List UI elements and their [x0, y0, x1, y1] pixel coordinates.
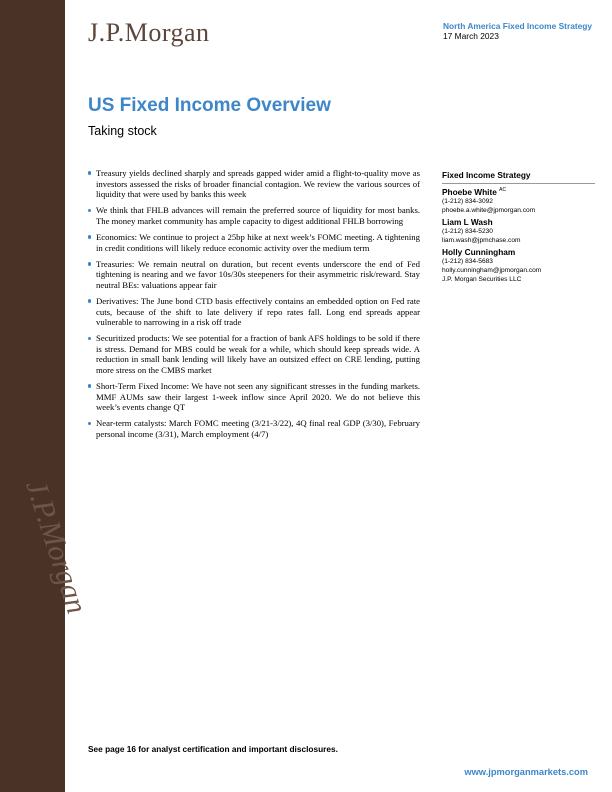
- analyst-card: [442, 217, 595, 245]
- summary-bullet: [88, 232, 420, 253]
- analyst-phone: (1-212) 834-3092: [442, 198, 493, 205]
- bullet-text: Derivatives: The June bond CTD basis effectively contains an embedded option on Fed rate cuts, because of the shift to late delivery if repo rates fall. Long end spreads appear vulnerable to narrowing in a risk off trade: [96, 295, 420, 328]
- bullet-icon: [88, 235, 92, 239]
- jpmorgan-logo: J.P.Morgan: [88, 18, 210, 47]
- bullet-text: Treasuries: We remain neutral on duration, but recent events underscore the end of Fed tightening is nearing and we favor 10s/30s steepeners for their asymmetric risk/reward. Stay neutral BEs: valuations appear fair: [96, 258, 420, 290]
- analyst-certification-mark: AC: [499, 187, 507, 194]
- summary-bullet: [88, 259, 420, 291]
- sidebar-band: [0, 0, 94, 792]
- analyst-email-link[interactable]: phoebe.a.white@jpmorgan.com: [442, 207, 536, 214]
- analyst-email-link[interactable]: holly.cunningham@jpmorgan.com: [442, 267, 542, 274]
- analyst-firm: J.P. Morgan Securities LLC: [442, 276, 522, 283]
- summary-bullet: [88, 333, 420, 375]
- footer-link[interactable]: www.jpmorganmarkets.com: [464, 767, 588, 777]
- page-title: US Fixed Income Overview: [88, 95, 331, 116]
- bullet-text: Near-term catalysts: March FOMC meeting (3/21-3/22), 4Q final real GDP (3/30), February personal income (3/31), March employment (4/7): [96, 418, 420, 439]
- summary-bullet: [88, 168, 420, 200]
- summary-bullet: [88, 381, 420, 413]
- analyst-name: Holly Cunningham: [442, 247, 516, 257]
- report-header: [443, 21, 593, 41]
- bullet-icon: [88, 209, 92, 213]
- bullet-text: Short-Term Fixed Income: We have not seen any significant stresses in the funding markets. MMF AUMs saw their largest 1-week inflow since April 2020. We do not believe this week’s events change QT: [96, 381, 420, 413]
- analyst-email-link[interactable]: liam.wash@jpmchase.com: [442, 237, 521, 244]
- jpmorgan-watermark-logo: [6, 475, 94, 668]
- bullet-text: Treasury yields declined sharply and spreads gapped wider amid a flight-to-quality move as investors assessed the risks of broader financial contagion. We review the various sources of liquidity that were used by banks this week: [96, 168, 420, 200]
- analyst-phone: (1-212) 834-5683: [442, 258, 493, 265]
- analyst-card: [442, 247, 595, 275]
- bullet-text: Securitized products: We see potential for a fraction of bank AFS holdings to be sold if there is stress. Demand for MBS could be weak for a while, which should keep spreads wide. A reduction in small bank lending will likely have an outsized effect on CRE lending, putting more stress on the CMBS market: [96, 333, 420, 375]
- bullet-icon: [88, 384, 92, 388]
- bullet-icon: [88, 337, 92, 341]
- report-date: 17 March 2023: [443, 31, 499, 41]
- analyst-phone: (1-212) 834-5230: [442, 228, 493, 235]
- analyst-card: [442, 187, 595, 215]
- summary-bullet: [88, 205, 420, 226]
- bullet-text: Economics: We continue to project a 25bp hike at next week’s FOMC meeting. A tightening in credit conditions will likely reduce economic activity over the medium term: [96, 231, 420, 253]
- page-subtitle: Taking stock: [88, 124, 157, 138]
- bullet-icon: [88, 299, 92, 303]
- bullet-icon: [88, 262, 92, 266]
- analyst-name: Phoebe White $^{AC}$: [442, 187, 507, 197]
- analyst-contacts: [442, 170, 595, 284]
- summary-bullet-list: [88, 168, 420, 445]
- bullet-icon: [88, 171, 92, 175]
- bullet-icon: [88, 422, 92, 426]
- summary-bullet: [88, 418, 420, 439]
- bullet-text: We think that FHLB advances will remain the preferred source of liquidity for most banks. The money market community has ample capacity to digest additional FHLB borrowing: [96, 205, 420, 226]
- summary-bullet: [88, 296, 420, 328]
- disclosure-note: See page 16 for analyst certification and important disclosures.: [88, 744, 338, 754]
- analyst-name: Liam L Wash: [442, 217, 493, 227]
- analysts-heading: Fixed Income Strategy: [442, 170, 595, 184]
- svg-text:J.P.Morgan: J.P.Morgan: [19, 475, 94, 618]
- desk-name: North America Fixed Income Strategy: [443, 21, 593, 31]
